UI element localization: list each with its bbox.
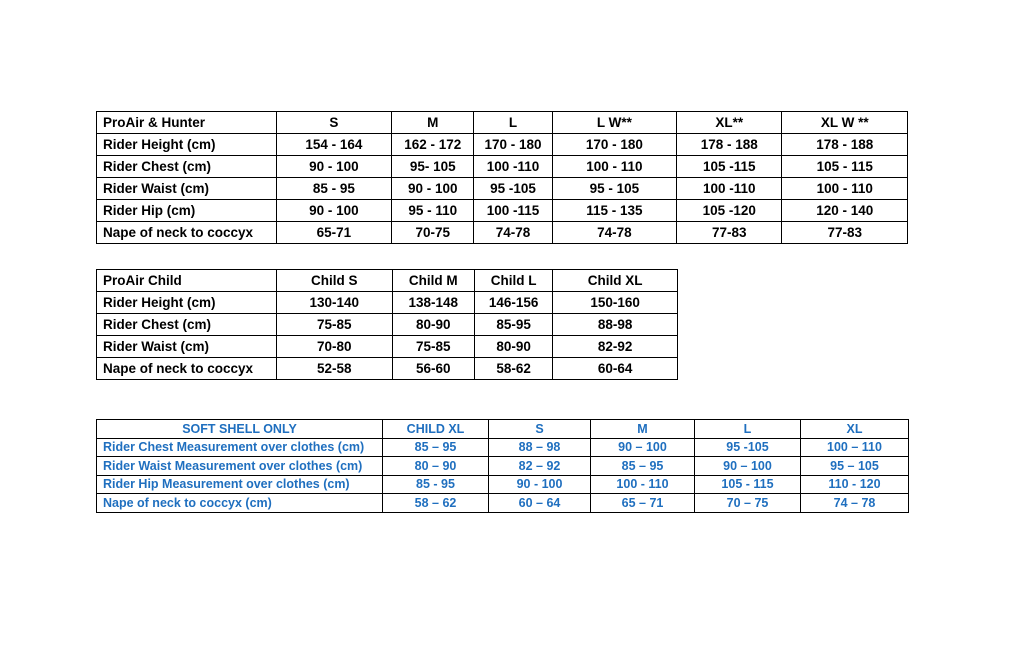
size-value-cell: 105 - 115 bbox=[695, 475, 801, 494]
table-title-cell: ProAir Child bbox=[97, 270, 277, 292]
table-header-row bbox=[97, 420, 909, 439]
size-value-cell: 95 – 105 bbox=[801, 457, 909, 476]
soft-shell-body bbox=[97, 420, 909, 513]
size-header-cell: S bbox=[276, 112, 391, 134]
size-value-cell: 178 - 188 bbox=[782, 134, 908, 156]
size-value-cell: 100 - 110 bbox=[591, 475, 695, 494]
size-value-cell: 85 – 95 bbox=[383, 438, 489, 457]
size-value-cell: 70-80 bbox=[276, 336, 392, 358]
size-header-cell: S bbox=[489, 420, 591, 439]
table-header-row bbox=[97, 112, 908, 134]
measurement-label-cell: Rider Height (cm) bbox=[97, 292, 277, 314]
size-header-cell: XL** bbox=[677, 112, 782, 134]
measurement-label-cell: Nape of neck to coccyx bbox=[97, 358, 277, 380]
table-row bbox=[97, 438, 909, 457]
size-value-cell: 100 – 110 bbox=[801, 438, 909, 457]
size-header-cell: XL bbox=[801, 420, 909, 439]
size-header-cell: L bbox=[474, 112, 552, 134]
size-header-cell: M bbox=[591, 420, 695, 439]
table-header-row bbox=[97, 270, 678, 292]
size-value-cell: 170 - 180 bbox=[474, 134, 552, 156]
table-title-cell: SOFT SHELL ONLY bbox=[97, 420, 383, 439]
size-value-cell: 154 - 164 bbox=[276, 134, 391, 156]
table-row bbox=[97, 494, 909, 513]
measurement-label-cell: Nape of neck to coccyx bbox=[97, 222, 277, 244]
size-value-cell: 74 – 78 bbox=[801, 494, 909, 513]
size-header-cell: XL W ** bbox=[782, 112, 908, 134]
size-value-cell: 90 - 100 bbox=[276, 156, 391, 178]
size-value-cell: 80-90 bbox=[392, 314, 474, 336]
size-value-cell: 74-78 bbox=[474, 222, 552, 244]
size-value-cell: 95 - 105 bbox=[552, 178, 676, 200]
table-row bbox=[97, 178, 908, 200]
size-value-cell: 100 - 110 bbox=[552, 156, 676, 178]
size-value-cell: 100 -115 bbox=[474, 200, 552, 222]
measurement-label-cell: Rider Waist (cm) bbox=[97, 336, 277, 358]
size-value-cell: 90 – 100 bbox=[591, 438, 695, 457]
table-row bbox=[97, 358, 678, 380]
size-value-cell: 85 - 95 bbox=[383, 475, 489, 494]
measurement-label-cell: Rider Chest Measurement over clothes (cm) bbox=[97, 438, 383, 457]
measurement-label-cell: Rider Chest (cm) bbox=[97, 156, 277, 178]
size-value-cell: 150-160 bbox=[553, 292, 678, 314]
size-value-cell: 70 – 75 bbox=[695, 494, 801, 513]
table-row bbox=[97, 222, 908, 244]
size-value-cell: 60 – 64 bbox=[489, 494, 591, 513]
size-value-cell: 85-95 bbox=[474, 314, 552, 336]
table-row bbox=[97, 336, 678, 358]
table-title-cell: ProAir & Hunter bbox=[97, 112, 277, 134]
size-value-cell: 90 - 100 bbox=[489, 475, 591, 494]
size-value-cell: 85 - 95 bbox=[276, 178, 391, 200]
size-header-cell: Child L bbox=[474, 270, 552, 292]
size-value-cell: 120 - 140 bbox=[782, 200, 908, 222]
size-value-cell: 178 - 188 bbox=[677, 134, 782, 156]
measurement-label-cell: Rider Hip (cm) bbox=[97, 200, 277, 222]
size-header-cell: L bbox=[695, 420, 801, 439]
proair-child-body bbox=[97, 270, 678, 380]
size-value-cell: 95 -105 bbox=[474, 178, 552, 200]
size-value-cell: 100 -110 bbox=[474, 156, 552, 178]
size-header-cell: M bbox=[392, 112, 474, 134]
size-header-cell: Child S bbox=[276, 270, 392, 292]
size-value-cell: 138-148 bbox=[392, 292, 474, 314]
size-value-cell: 58-62 bbox=[474, 358, 552, 380]
size-header-cell: Child XL bbox=[553, 270, 678, 292]
soft-shell-size-table bbox=[96, 419, 909, 513]
table-row bbox=[97, 475, 909, 494]
measurement-label-cell: Rider Height (cm) bbox=[97, 134, 277, 156]
size-value-cell: 74-78 bbox=[552, 222, 676, 244]
size-value-cell: 88-98 bbox=[553, 314, 678, 336]
size-value-cell: 115 - 135 bbox=[552, 200, 676, 222]
size-value-cell: 90 - 100 bbox=[276, 200, 391, 222]
size-value-cell: 65-71 bbox=[276, 222, 391, 244]
measurement-label-cell: Rider Waist Measurement over clothes (cm) bbox=[97, 457, 383, 476]
size-value-cell: 70-75 bbox=[392, 222, 474, 244]
size-value-cell: 77-83 bbox=[782, 222, 908, 244]
table-row bbox=[97, 200, 908, 222]
proair-child-size-table bbox=[96, 269, 678, 380]
size-value-cell: 88 – 98 bbox=[489, 438, 591, 457]
size-value-cell: 100 - 110 bbox=[782, 178, 908, 200]
size-value-cell: 56-60 bbox=[392, 358, 474, 380]
size-value-cell: 130-140 bbox=[276, 292, 392, 314]
table-row bbox=[97, 292, 678, 314]
size-value-cell: 110 - 120 bbox=[801, 475, 909, 494]
table-row bbox=[97, 156, 908, 178]
table-row bbox=[97, 314, 678, 336]
size-value-cell: 58 – 62 bbox=[383, 494, 489, 513]
size-value-cell: 80-90 bbox=[474, 336, 552, 358]
size-value-cell: 95 -105 bbox=[695, 438, 801, 457]
size-value-cell: 82 – 92 bbox=[489, 457, 591, 476]
size-value-cell: 82-92 bbox=[553, 336, 678, 358]
size-value-cell: 90 - 100 bbox=[392, 178, 474, 200]
size-header-cell: Child M bbox=[392, 270, 474, 292]
size-value-cell: 90 – 100 bbox=[695, 457, 801, 476]
size-value-cell: 75-85 bbox=[392, 336, 474, 358]
table-row bbox=[97, 134, 908, 156]
size-value-cell: 52-58 bbox=[276, 358, 392, 380]
proair-hunter-size-table bbox=[96, 111, 908, 244]
size-value-cell: 80 – 90 bbox=[383, 457, 489, 476]
size-value-cell: 65 – 71 bbox=[591, 494, 695, 513]
size-value-cell: 162 - 172 bbox=[392, 134, 474, 156]
size-value-cell: 75-85 bbox=[276, 314, 392, 336]
size-value-cell: 105 - 115 bbox=[782, 156, 908, 178]
size-value-cell: 100 -110 bbox=[677, 178, 782, 200]
size-value-cell: 105 -120 bbox=[677, 200, 782, 222]
size-value-cell: 170 - 180 bbox=[552, 134, 676, 156]
size-value-cell: 60-64 bbox=[553, 358, 678, 380]
measurement-label-cell: Rider Waist (cm) bbox=[97, 178, 277, 200]
measurement-label-cell: Nape of neck to coccyx (cm) bbox=[97, 494, 383, 513]
measurement-label-cell: Rider Chest (cm) bbox=[97, 314, 277, 336]
size-header-cell: L W** bbox=[552, 112, 676, 134]
size-value-cell: 95- 105 bbox=[392, 156, 474, 178]
size-value-cell: 146-156 bbox=[474, 292, 552, 314]
table-row bbox=[97, 457, 909, 476]
size-value-cell: 95 - 110 bbox=[392, 200, 474, 222]
proair-hunter-body bbox=[97, 112, 908, 244]
size-value-cell: 77-83 bbox=[677, 222, 782, 244]
size-header-cell: CHILD XL bbox=[383, 420, 489, 439]
size-value-cell: 85 – 95 bbox=[591, 457, 695, 476]
measurement-label-cell: Rider Hip Measurement over clothes (cm) bbox=[97, 475, 383, 494]
size-value-cell: 105 -115 bbox=[677, 156, 782, 178]
